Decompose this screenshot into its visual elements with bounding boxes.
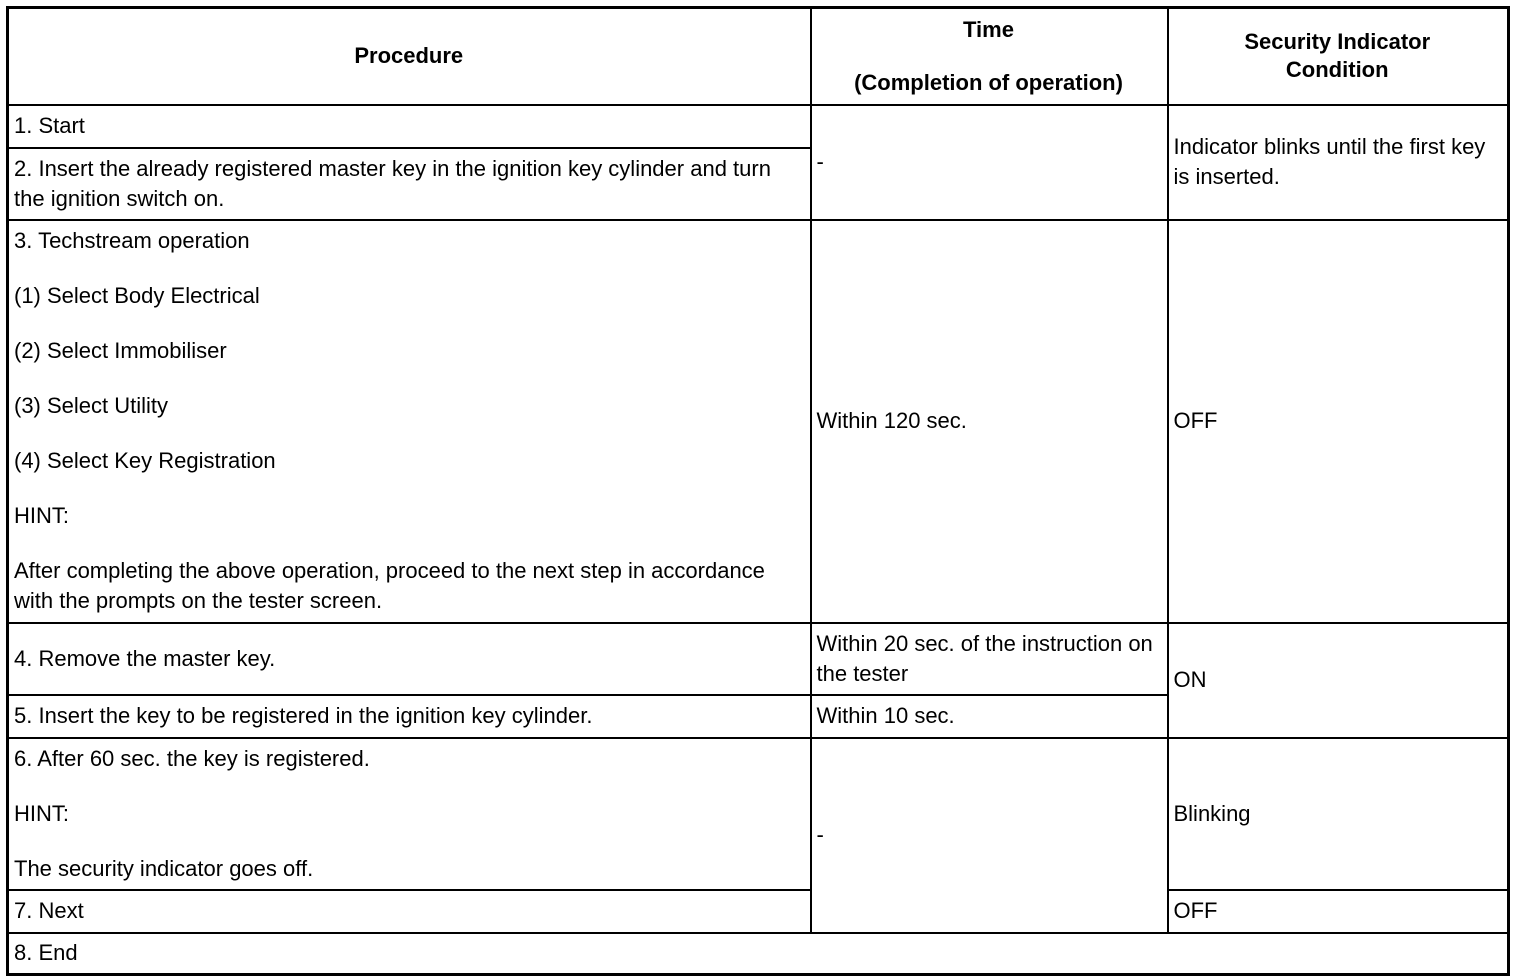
header-indicator-label-line2: Condition: [1285, 57, 1389, 83]
time-steps-6-7: -: [811, 738, 1168, 933]
table-row: [8, 105, 1509, 148]
step-6-hint-text: The security indicator goes off.: [14, 855, 314, 881]
step-6-hint-label: HINT:: [14, 800, 69, 826]
indicator-step-3: OFF: [1168, 220, 1509, 623]
time-step-5: Within 10 sec.: [811, 695, 1168, 738]
table-row: [8, 220, 1509, 623]
step-3-sub-2: (2) Select Immobiliser: [14, 338, 227, 363]
procedure-step-8: 8. End: [8, 933, 1509, 975]
table-row: [8, 623, 1509, 695]
step-6-title: 6. After 60 sec. the key is registered.: [14, 745, 370, 771]
table-row: [8, 890, 1509, 933]
step-3-hint-label: HINT:: [14, 503, 69, 528]
procedure-step-3: [8, 220, 811, 623]
procedure-step-2: 2. Insert the already registered master key in the ignition key cylinder and turn the ignition switch on.: [8, 148, 811, 220]
step-3-hint-text: After completing the above operation, proceed to the next step in accordance with the prompts on the tester screen.: [14, 558, 765, 613]
procedure-step-6: [8, 738, 811, 890]
indicator-steps-1-2: Indicator blinks until the first key is inserted.: [1168, 105, 1509, 220]
header-indicator: [1168, 8, 1509, 105]
step-3-title: 3. Techstream operation: [14, 228, 250, 253]
header-time: [811, 8, 1168, 105]
procedure-step-4: 4. Remove the master key.: [8, 623, 811, 695]
indicator-step-6: Blinking: [1168, 738, 1509, 890]
table-row: [8, 738, 1509, 890]
header-procedure-label: Procedure: [354, 43, 464, 69]
step-3-sub-4: (4) Select Key Registration: [14, 448, 276, 473]
step-3-sub-3: (3) Select Utility: [14, 393, 169, 418]
procedure-step-1: 1. Start: [8, 105, 811, 148]
indicator-steps-4-5: ON: [1168, 623, 1509, 738]
procedure-step-7: 7. Next: [8, 890, 811, 933]
procedure-step-5: 5. Insert the key to be registered in the ignition key cylinder.: [8, 695, 811, 738]
header-procedure: [8, 8, 811, 105]
key-registration-table: [6, 6, 1510, 976]
time-step-3: Within 120 sec.: [811, 220, 1168, 623]
time-steps-1-2: -: [811, 105, 1168, 220]
step-3-sub-1: (1) Select Body Electrical: [14, 283, 260, 308]
indicator-step-7: OFF: [1168, 890, 1509, 933]
header-indicator-label-line1: Security Indicator: [1244, 29, 1431, 55]
time-step-4: Within 20 sec. of the instruction on the tester: [811, 623, 1168, 695]
table-row: [8, 933, 1509, 975]
header-time-label: Time: [963, 16, 1014, 42]
header-row: [8, 8, 1509, 105]
header-time-sublabel: (Completion of operation): [854, 69, 1123, 95]
